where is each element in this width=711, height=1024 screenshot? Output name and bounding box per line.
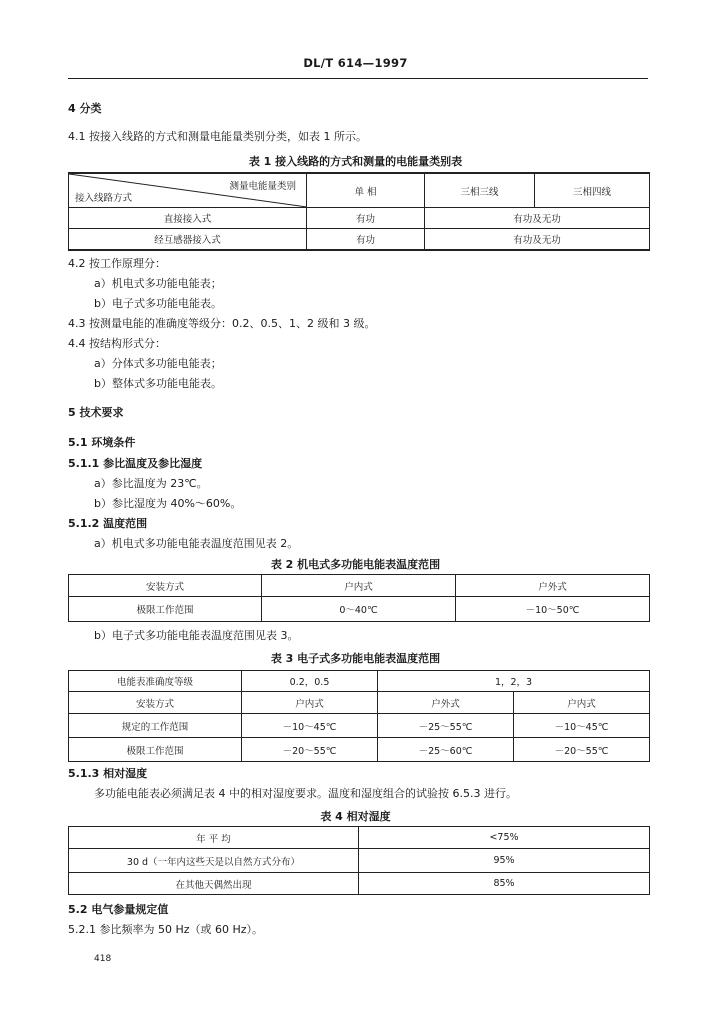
table1-header-method: 接入线路方式: [75, 193, 133, 204]
clause-4-4: 4.4 按结构形式分：: [68, 337, 166, 350]
table-cell: 0～40℃: [262, 597, 456, 622]
table-cell: －25～60℃: [378, 738, 514, 762]
clause-5-1-1-a: a）参比温度为 23℃。: [94, 477, 208, 490]
header-rule: [68, 78, 648, 79]
table-cell: 95%: [359, 849, 650, 873]
table3-caption: 表 3 电子式多功能电能表温度范围: [270, 652, 441, 665]
table-row-label: 直接接入式: [69, 208, 307, 229]
table-row-label: 极限工作范围: [69, 738, 242, 762]
table-cell: －20～55℃: [242, 738, 378, 762]
clause-4-2: 4.2 按工作原理分：: [68, 257, 166, 270]
table-cell: <75%: [359, 827, 650, 849]
table1-col-three-phase-three-wire: 三相三线: [425, 173, 535, 208]
clause-5-2-1: 5.2.1 参比频率为 50 Hz（或 60 Hz）。: [68, 923, 264, 936]
table2-caption: 表 2 机电式多功能电能表温度范围: [270, 558, 441, 571]
table2-head-install: 安装方式: [69, 575, 262, 597]
table-row-label: 规定的工作范围: [69, 714, 242, 738]
table-row-label: 经互感器接入式: [69, 229, 307, 250]
clause-5-1: 5.1 环境条件: [68, 436, 136, 449]
section-5-heading: 5 技术要求: [68, 406, 124, 419]
table-cell: －10～50℃: [456, 597, 650, 622]
table-cell: 有功: [307, 208, 425, 229]
clause-5-1-1: 5.1.1 参比温度及参比湿度: [68, 457, 203, 470]
table1-diagonal-header-cell: [69, 173, 307, 208]
table1-header-category: 测量电能量类别: [229, 181, 296, 192]
table1: [68, 172, 650, 251]
table-row-label: 极限工作范围: [69, 597, 262, 622]
table3-grade-label: 电能表准确度等级: [69, 671, 242, 692]
table4-caption: 表 4 相对湿度: [320, 810, 391, 823]
table3-grade-a: 0.2，0.5: [242, 671, 378, 692]
clause-5-1-2-b: b）电子式多功能电能表温度范围见表 3。: [94, 629, 299, 642]
table-cell: 户内式: [514, 692, 650, 714]
table2-head-outdoor: 户外式: [456, 575, 650, 597]
table-cell: －25～55℃: [378, 714, 514, 738]
clause-4-3: 4.3 按测量电能的准确度等级分：0.2、0.5、1、2 级和 3 级。: [68, 317, 376, 330]
table3-grade-b: 1，2，3: [378, 671, 650, 692]
table-cell: 85%: [359, 873, 650, 895]
table2-head-indoor: 户内式: [262, 575, 456, 597]
table3-install-label: 安装方式: [69, 692, 242, 714]
table-cell: 户外式: [378, 692, 514, 714]
table-cell: 户内式: [242, 692, 378, 714]
clause-4-4-a: a）分体式多功能电能表；: [94, 357, 222, 370]
table-cell: 有功及无功: [425, 208, 650, 229]
table-row-label: 在其他天偶然出现: [69, 873, 359, 895]
table2: [68, 574, 650, 622]
table4: [68, 826, 650, 895]
clause-4-2-b: b）电子式多功能电能表。: [94, 297, 222, 310]
clause-4-4-b: b）整体式多功能电能表。: [94, 377, 222, 390]
table-row-label: 30 d（一年内这些天是以自然方式分布）: [69, 849, 359, 873]
page-number: 418: [94, 954, 112, 964]
clause-5-1-2: 5.1.2 温度范围: [68, 517, 148, 530]
table3: [68, 670, 650, 762]
clause-5-2: 5.2 电气参量规定值: [68, 903, 169, 916]
table1-col-single-phase: 单 相: [307, 173, 425, 208]
table-cell: 有功及无功: [425, 229, 650, 250]
table-cell: 有功: [307, 229, 425, 250]
table-cell: －20～55℃: [514, 738, 650, 762]
table1-col-three-phase-four-wire: 三相四线: [535, 173, 650, 208]
table1-caption: 表 1 接入线路的方式和测量的电能量类别表: [248, 155, 463, 168]
clause-5-1-3-text: 多功能电能表必须满足表 4 中的相对湿度要求。温度和湿度组合的试验按 6.5.3 进行。: [94, 787, 517, 800]
clause-5-1-2-a: a）机电式多功能电能表温度范围见表 2。: [94, 537, 299, 550]
clause-5-1-1-b: b）参比湿度为 40%～60%。: [94, 497, 242, 510]
table-row-label: 年 平 均: [69, 827, 359, 849]
clause-4-1: 4.1 按接入线路的方式和测量电能量类别分类，如表 1 所示。: [68, 130, 367, 143]
table-cell: －10～45℃: [514, 714, 650, 738]
clause-4-2-a: a）机电式多功能电能表；: [94, 277, 222, 290]
section-4-heading: 4 分类: [68, 102, 102, 115]
document-header: DL/T 614—1997: [303, 56, 408, 70]
table-cell: －10～45℃: [242, 714, 378, 738]
clause-5-1-3: 5.1.3 相对湿度: [68, 767, 148, 780]
